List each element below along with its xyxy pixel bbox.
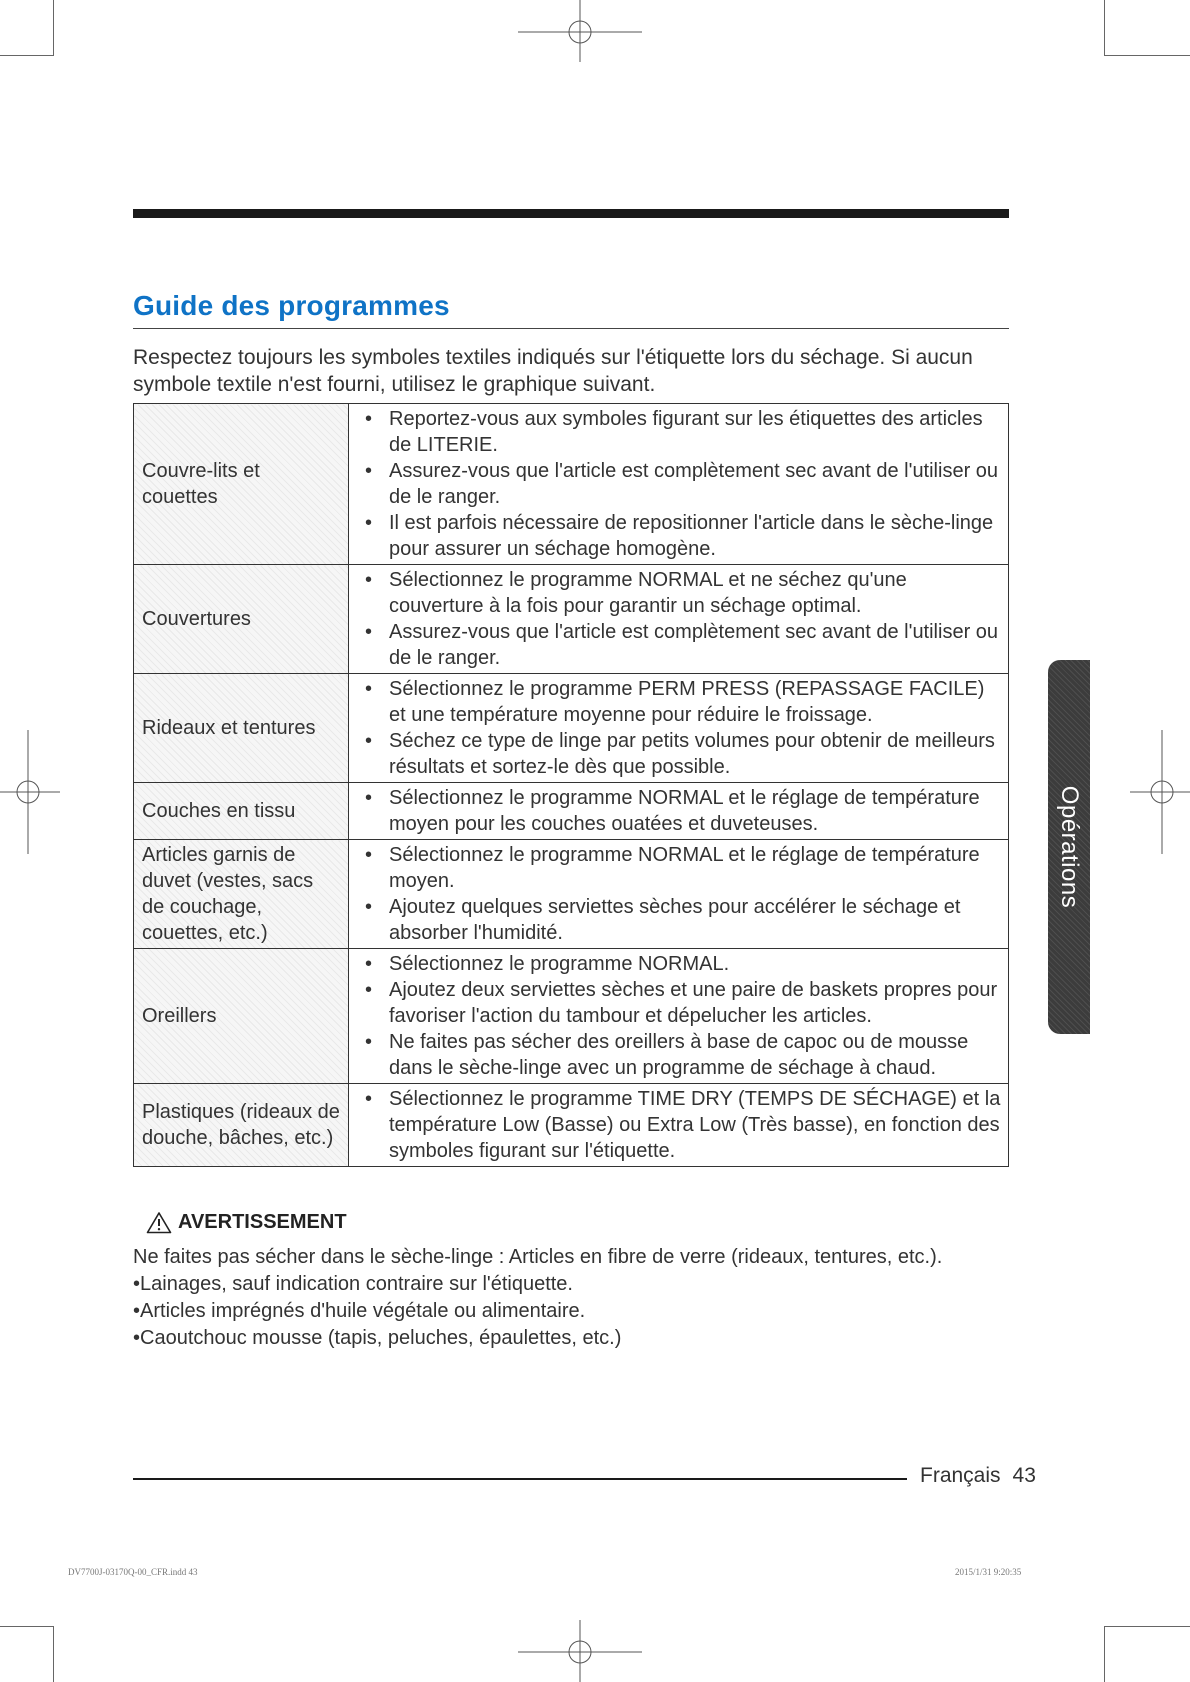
section-side-tab	[1048, 660, 1090, 1034]
intro-paragraph: Respectez toujours les symboles textiles indiqués sur l'étiquette lors du séchage. Si aucun symbole textile n'est fourni, utilisez le graphique suivant.	[133, 346, 973, 396]
list-item: • Séchez ce type de linge par petits volumes pour obtenir de meilleurs résultats et sortez-le dès que possible.	[359, 728, 1002, 780]
list-item: • Ajoutez deux serviettes sèches et une paire de baskets propres pour favoriser l'action du tambour et dépelucher les articles.	[359, 977, 1002, 1029]
description-cell	[349, 674, 1009, 783]
page-title: Guide des programmes	[133, 290, 1009, 329]
print-slug-timestamp: 2015/1/31 9:20:35	[955, 1567, 1022, 1577]
list-item: • Articles imprégnés d'huile végétale ou alimentaire.	[133, 1298, 1009, 1325]
category-cell: Plastiques (rideaux de douche, bâches, etc.)	[134, 1084, 349, 1167]
table-row	[134, 783, 1009, 840]
category-cell: Oreillers	[134, 949, 349, 1084]
warning-label: AVERTISSEMENT	[178, 1211, 347, 1233]
category-cell: Couvertures	[134, 565, 349, 674]
program-guide-table	[133, 403, 1009, 1167]
category-cell: Rideaux et tentures	[134, 674, 349, 783]
list-item: • Assurez-vous que l'article est complètement sec avant de l'utiliser ou de le ranger.	[359, 458, 1002, 510]
warning-heading	[146, 1211, 347, 1234]
footer-language: Français	[920, 1464, 1001, 1487]
side-tab-label: Opérations	[1056, 785, 1083, 909]
description-cell	[349, 404, 1009, 565]
list-item: • Il est parfois nécessaire de repositionner l'article dans le sèche-linge pour assurer un séchage homogène.	[359, 510, 1002, 562]
category-cell: Couches en tissu	[134, 783, 349, 840]
table-row	[134, 840, 1009, 949]
registration-mark-right	[1130, 730, 1190, 854]
registration-mark-top	[518, 0, 642, 62]
description-cell	[349, 1084, 1009, 1167]
list-item: • Assurez-vous que l'article est complètement sec avant de l'utiliser ou de le ranger.	[359, 619, 1002, 671]
list-item: • Sélectionnez le programme NORMAL et ne séchez qu'une couverture à la fois pour garantir un séchage optimal.	[359, 567, 1002, 619]
page-number: 43	[1012, 1464, 1036, 1487]
list-item: • Sélectionnez le programme TIME DRY (TEMPS DE SÉCHAGE) et la température Low (Basse) ou Extra Low (Très basse), en fonction des symboles figurant sur l'étiquette.	[359, 1086, 1002, 1164]
list-item: • Reportez-vous aux symboles figurant sur les étiquettes des articles de LITERIE.	[359, 406, 1002, 458]
category-cell: Articles garnis de duvet (vestes, sacs de couchage, couettes, etc.)	[134, 840, 349, 949]
table-row	[134, 404, 1009, 565]
print-slug-file: DV7700J-03170Q-00_CFR.indd 43	[68, 1567, 198, 1577]
description-cell	[349, 783, 1009, 840]
registration-mark-bottom	[518, 1620, 642, 1682]
description-cell	[349, 565, 1009, 674]
header-rule	[133, 209, 1009, 218]
warning-body	[133, 1244, 1009, 1352]
footer-page	[920, 1464, 1036, 1488]
list-item: • Ne faites pas sécher des oreillers à base de capoc ou de mousse dans le sèche-linge avec un programme de séchage à chaud.	[359, 1029, 1002, 1081]
description-cell	[349, 949, 1009, 1084]
warning-icon	[146, 1211, 172, 1234]
list-item: • Sélectionnez le programme PERM PRESS (REPASSAGE FACILE) et une température moyenne pour réduire le froissage.	[359, 676, 1002, 728]
category-cell: Couvre-lits et couettes	[134, 404, 349, 565]
list-item: • Sélectionnez le programme NORMAL et le réglage de température moyen pour les couches ouatées et duveteuses.	[359, 785, 1002, 837]
table-row	[134, 1084, 1009, 1167]
table-row	[134, 949, 1009, 1084]
table-row	[134, 674, 1009, 783]
list-item: • Ajoutez quelques serviettes sèches pour accélérer le séchage et absorber l'humidité.	[359, 894, 1002, 946]
registration-mark-left	[0, 730, 60, 854]
warning-text: Ne faites pas sécher dans le sèche-linge : Articles en fibre de verre (rideaux, tentures, etc.).	[133, 1246, 943, 1268]
footer-rule	[133, 1478, 907, 1480]
list-item: • Sélectionnez le programme NORMAL.	[359, 951, 1002, 977]
table-row	[134, 565, 1009, 674]
list-item: • Lainages, sauf indication contraire sur l'étiquette.	[133, 1271, 1009, 1298]
list-item: • Sélectionnez le programme NORMAL et le réglage de température moyen.	[359, 842, 1002, 894]
description-cell	[349, 840, 1009, 949]
list-item: • Caoutchouc mousse (tapis, peluches, épaulettes, etc.)	[133, 1325, 1009, 1352]
